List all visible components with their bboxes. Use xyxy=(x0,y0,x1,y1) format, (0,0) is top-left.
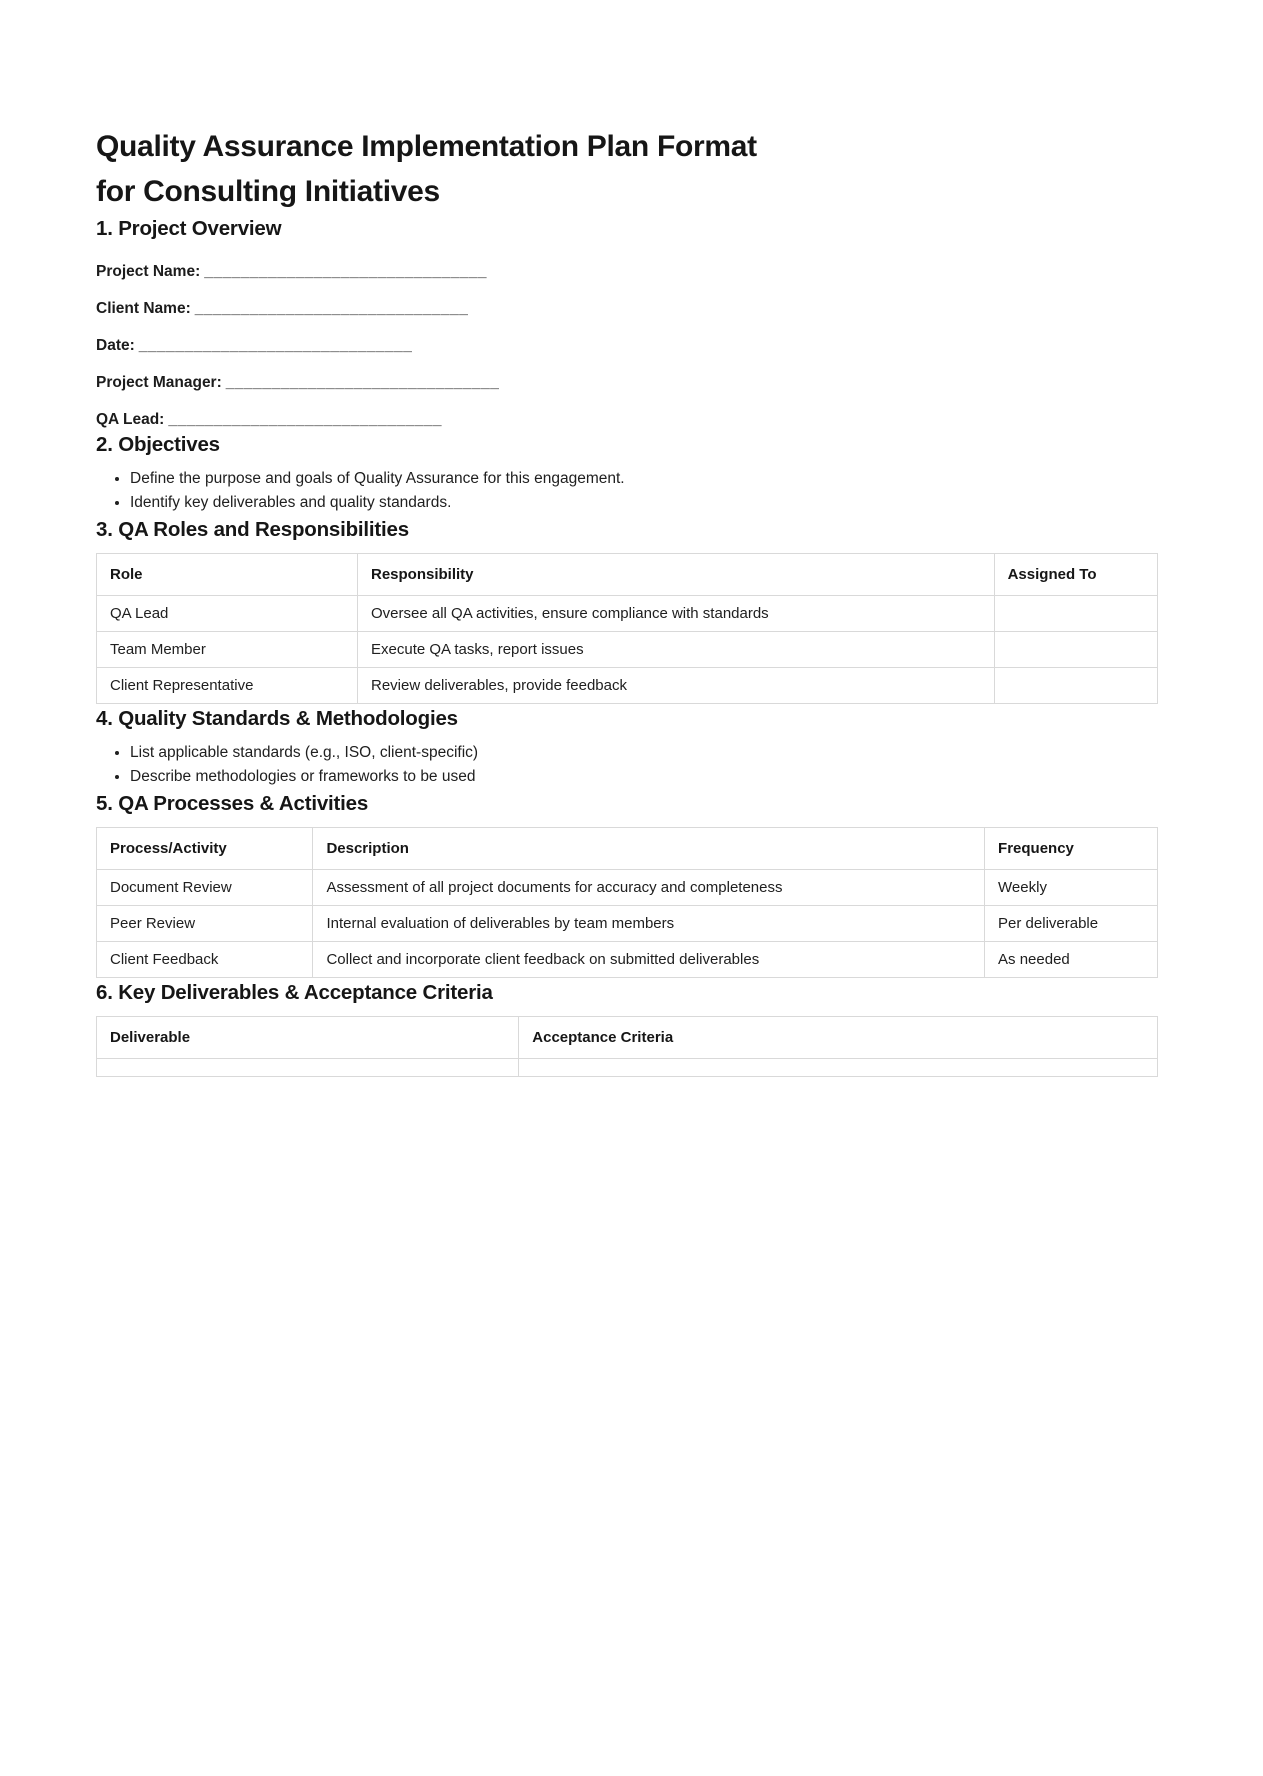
field-project-manager xyxy=(96,372,1158,393)
section-quality-standards xyxy=(96,704,1158,789)
column-header-acceptance-criteria: Acceptance Criteria xyxy=(519,1017,1158,1059)
table-row xyxy=(97,632,1158,668)
field-blank-line: ______________________________ xyxy=(194,300,469,317)
list-item: • Describe methodologies or frameworks to be used xyxy=(130,765,1158,789)
section-heading-objectives: 2. Objectives xyxy=(96,433,220,456)
objectives-list xyxy=(96,467,1158,515)
deliverables-table xyxy=(96,1016,1158,1077)
section-heading-qa-roles: 3. QA Roles and Responsibilities xyxy=(96,518,409,541)
table-cell: Client Representative xyxy=(97,668,358,704)
document-title-line2: for Consulting Initiatives xyxy=(96,175,440,208)
table-row xyxy=(97,668,1158,704)
section-objectives xyxy=(96,430,1158,515)
section-heading-project-overview: 1. Project Overview xyxy=(96,217,282,240)
table-cell xyxy=(519,1059,1158,1077)
table-row xyxy=(97,1059,1158,1077)
field-label: Project Name: xyxy=(96,263,201,280)
table-cell: Weekly xyxy=(985,870,1158,906)
section-qa-processes xyxy=(96,789,1158,978)
section-qa-roles xyxy=(96,515,1158,704)
table-cell xyxy=(994,596,1157,632)
table-header-row xyxy=(97,1017,1158,1059)
table-cell: Collect and incorporate client feedback on submitted deliverables xyxy=(313,942,985,978)
column-header-description: Description xyxy=(313,828,985,870)
table-row xyxy=(97,596,1158,632)
field-client-name xyxy=(96,298,1158,319)
table-header-row xyxy=(97,828,1158,870)
list-item: • Identify key deliverables and quality standards. xyxy=(130,491,1158,515)
field-label: QA Lead: xyxy=(96,411,165,428)
column-header-responsibility: Responsibility xyxy=(358,554,995,596)
list-item: • Define the purpose and goals of Quality Assurance for this engagement. xyxy=(130,467,1158,491)
column-header-assigned-to: Assigned To xyxy=(994,554,1157,596)
table-row xyxy=(97,906,1158,942)
field-blank-line: ______________________________ xyxy=(225,374,500,391)
table-cell: As needed xyxy=(985,942,1158,978)
field-label: Date: xyxy=(96,337,135,354)
section-key-deliverables xyxy=(96,978,1158,1077)
section-heading-qa-processes: 5. QA Processes & Activities xyxy=(96,792,369,815)
field-label: Client Name: xyxy=(96,300,191,317)
document-title-line1: Quality Assurance Implementation Plan Format xyxy=(96,130,757,163)
table-cell: Review deliverables, provide feedback xyxy=(358,668,995,704)
field-date xyxy=(96,335,1158,356)
processes-table xyxy=(96,827,1158,978)
section-heading-quality-standards: 4. Quality Standards & Methodologies xyxy=(96,707,458,730)
table-cell: Client Feedback xyxy=(97,942,313,978)
table-row xyxy=(97,942,1158,978)
table-cell xyxy=(994,632,1157,668)
list-item: • List applicable standards (e.g., ISO, client-specific) xyxy=(130,741,1158,765)
table-cell: Document Review xyxy=(97,870,313,906)
roles-table xyxy=(96,553,1158,704)
table-cell: Internal evaluation of deliverables by team members xyxy=(313,906,985,942)
standards-list xyxy=(96,741,1158,789)
field-blank-line: _______________________________ xyxy=(204,263,487,280)
table-cell xyxy=(994,668,1157,704)
table-cell xyxy=(97,1059,519,1077)
field-qa-lead xyxy=(96,409,1158,430)
field-project-name xyxy=(96,261,1158,282)
table-cell: Team Member xyxy=(97,632,358,668)
column-header-frequency: Frequency xyxy=(985,828,1158,870)
field-blank-line: ______________________________ xyxy=(138,337,413,354)
field-blank-line: ______________________________ xyxy=(168,411,442,428)
table-cell: Per deliverable xyxy=(985,906,1158,942)
table-cell: Peer Review xyxy=(97,906,313,942)
field-label: Project Manager: xyxy=(96,374,222,391)
column-header-process-activity: Process/Activity xyxy=(97,828,313,870)
column-header-deliverable: Deliverable xyxy=(97,1017,519,1059)
section-heading-key-deliverables: 6. Key Deliverables & Acceptance Criteria xyxy=(96,981,493,1004)
section-project-overview xyxy=(96,214,1158,430)
table-cell: Assessment of all project documents for accuracy and completeness xyxy=(313,870,985,906)
document-title xyxy=(96,124,1158,214)
table-header-row xyxy=(97,554,1158,596)
table-cell: Oversee all QA activities, ensure compliance with standards xyxy=(358,596,995,632)
table-cell: Execute QA tasks, report issues xyxy=(358,632,995,668)
table-row xyxy=(97,870,1158,906)
column-header-role: Role xyxy=(97,554,358,596)
table-cell: QA Lead xyxy=(97,596,358,632)
